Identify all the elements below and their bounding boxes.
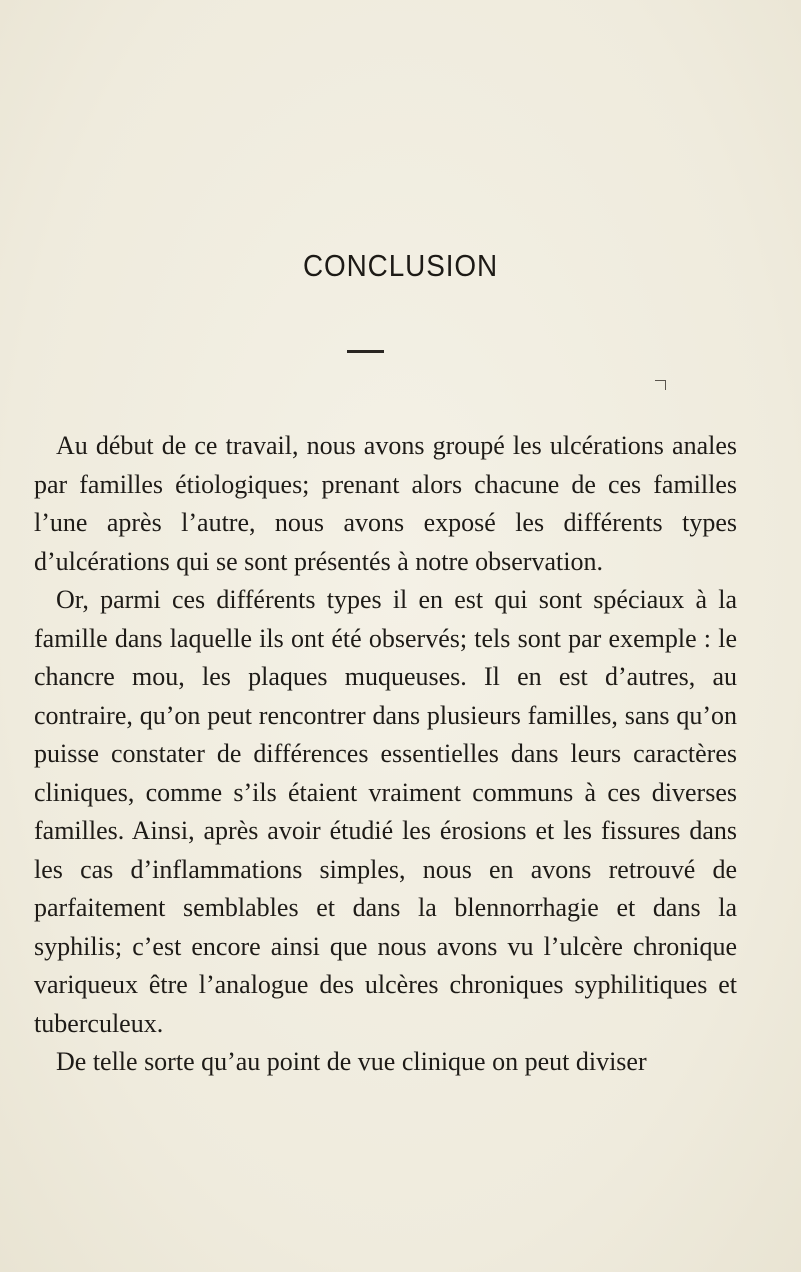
title-rule [347, 350, 384, 353]
corner-mark [655, 380, 666, 390]
paragraph-1: Au début de ce travail, nous avons groupé les ulcérations anales par familles étiologiques; prenant alors chacune de ces familles l’une après l’autre, nous avons exposé les différents types d’ulcérations qui se sont présentés à notre observation. [34, 431, 737, 576]
page-title: CONCLUSION [302, 248, 499, 283]
paragraph-2: Or, parmi ces différents types il en est qui sont spéciaux à la famille dans laquelle ils ont été observés; tels sont par exemple : le chancre mou, les plaques muqueuses. Il en est d’autres, au contraire, qu’on peut rencontrer dans plusieurs familles, sans qu’on puisse constater de différences essentielles dans leurs caractères cliniques, comme s’ils étaient vraiment communs à ces diverses familles. Ainsi, après avoir étudié les érosions et les fissures dans les cas d’inflammations simples, nous en avons retrouvé de parfaitement semblables et dans la blennorrhagie et dans la syphilis; c’est encore ainsi que nous avons vu l’ulcère chronique variqueux être l’analogue des ulcères chroniques syphilitiques et tuberculeux. [34, 585, 737, 1038]
paragraph-3: De telle sorte qu’au point de vue clinique on peut diviser [56, 1047, 647, 1076]
body-text [34, 427, 737, 1082]
